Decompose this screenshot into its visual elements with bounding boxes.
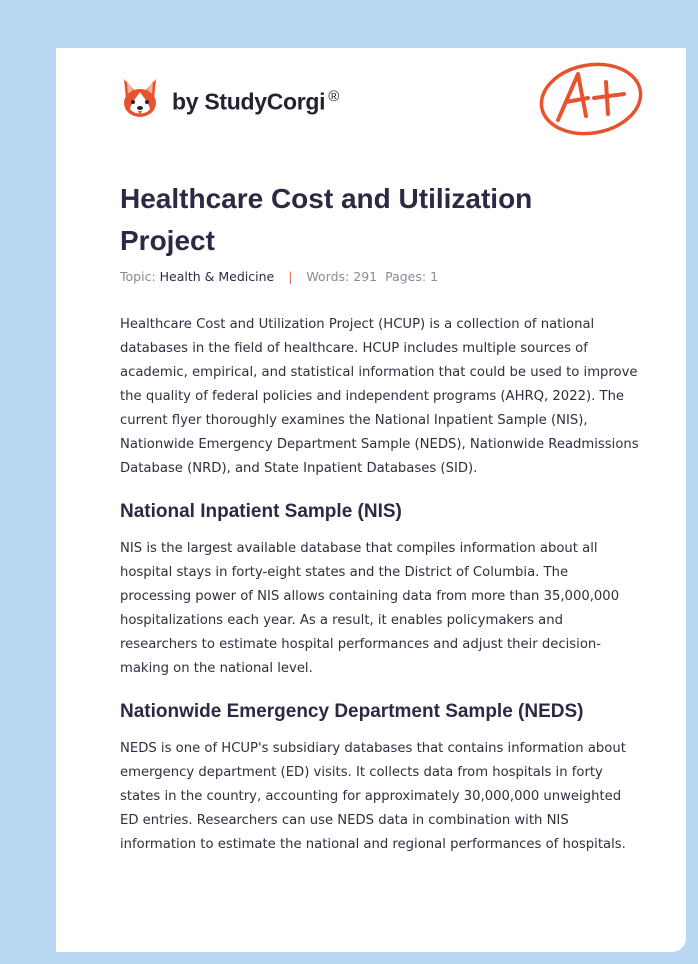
document-meta (120, 269, 438, 284)
a-plus-grade-icon (536, 58, 646, 140)
document-body (120, 313, 640, 875)
intro-paragraph: Healthcare Cost and Utilization Project (HCUP) is a collection of national databases in the field of healthcare. HCUP includes multiple sources of academic, empirical, and statistical information that could be used to improve the quality of federal policies and independent programs (AHRQ, 2022). The current flyer thoroughly examines the National Inpatient Sample (NIS), Nationwide Emergency Department Sample (NEDS), Nationwide Readmissions Database (NRD), and State Inpatient Databases (SID). (120, 317, 639, 476)
words-label: Words: (306, 269, 350, 284)
section-heading-neds: Nationwide Emergency Department Sample (NEDS) (120, 701, 584, 722)
section-body-nis: NIS is the largest available database that compiles information about all hospital stays in forty-eight states and the District of Columbia. The processing power of NIS allows containing data from more than 35,000,000 hospitalizations each year. As a result, it enables policymakers and researchers to estimate hospital performances and adjust their decision-making on the national level. (120, 541, 620, 676)
page-count: 1 (430, 269, 439, 284)
section-heading-nis: National Inpatient Sample (NIS) (120, 501, 402, 522)
studycorgi-logo[interactable] (120, 77, 339, 121)
document-title: Healthcare Cost and Utilization Project (120, 183, 533, 256)
topic-link[interactable]: Health & Medicine (159, 269, 275, 284)
topic-label: Topic: (120, 269, 156, 284)
section-body-neds: NEDS is one of HCUP's subsidiary databases that contains information about emergency department (ED) visits. It collects data from hospitals in forty states in the country, accounting for approximately 30,000,000 unweighted ED entries. Researchers can use NEDS data in combination with NIS information to estimate the national and regional performances of hospitals. (120, 741, 626, 852)
pages-label: Pages: (385, 269, 427, 284)
meta-separator: | (288, 269, 293, 284)
corgi-logo-icon (120, 77, 160, 121)
word-count: 291 (353, 269, 378, 284)
brand-name: by StudyCorgi ® (172, 88, 340, 115)
document-page (56, 48, 686, 952)
